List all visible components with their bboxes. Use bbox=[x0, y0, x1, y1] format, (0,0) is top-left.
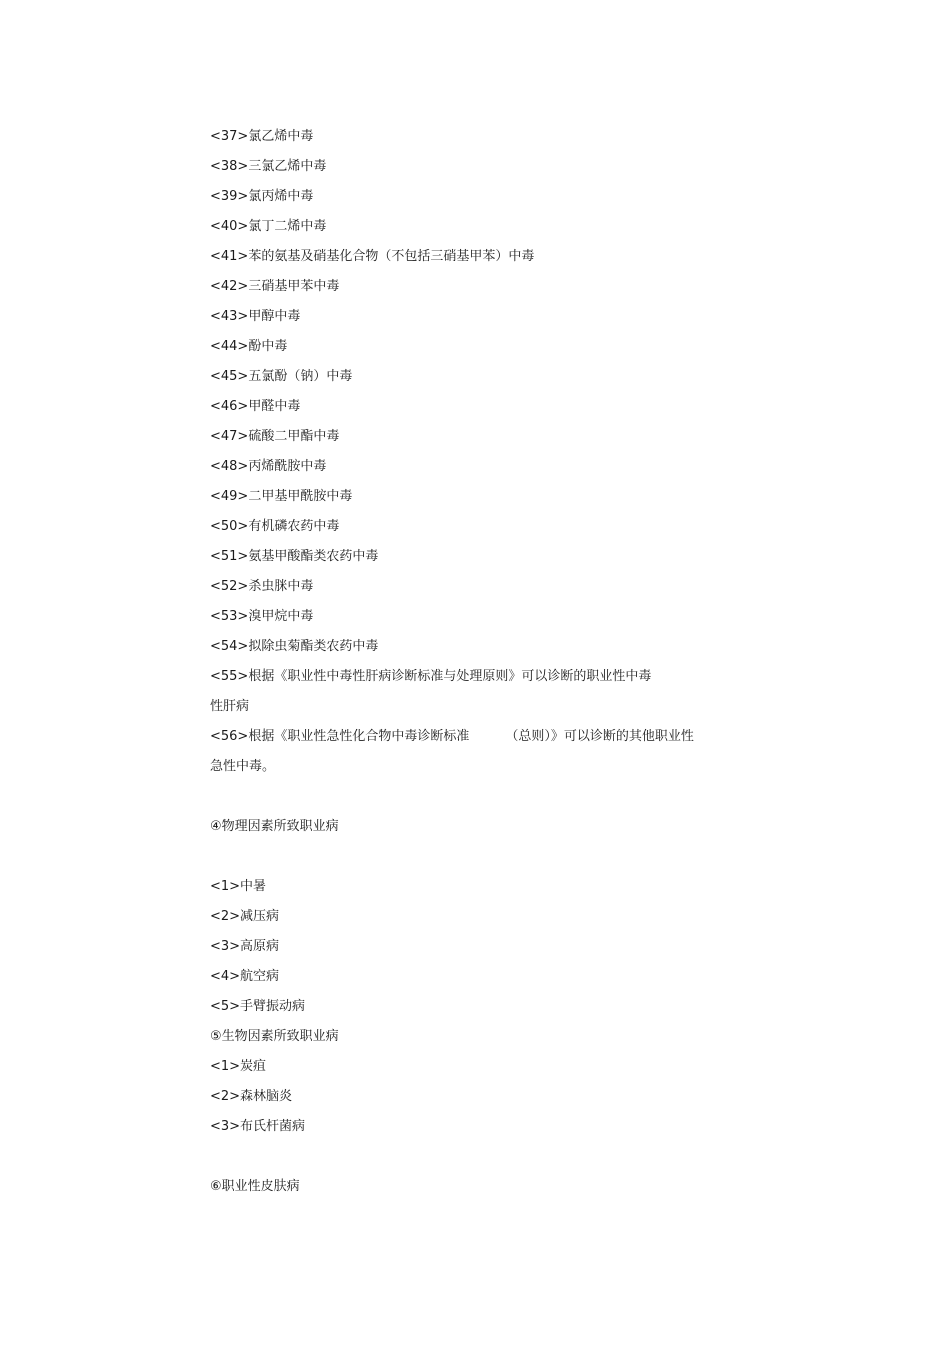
list-item: <2>森林脑炎 bbox=[210, 1089, 293, 1104]
list-item: <49>二甲基甲酰胺中毒 bbox=[210, 489, 353, 504]
list-item: <51>氨基甲酸酯类农药中毒 bbox=[210, 549, 379, 564]
list-item: <41>苯的氨基及硝基化合物（不包括三硝基甲苯）中毒 bbox=[210, 249, 535, 264]
list-item: <45>五氯酚（钠）中毒 bbox=[210, 369, 353, 384]
document-body bbox=[210, 122, 750, 1202]
list-item: <1>炭疽 bbox=[210, 1059, 267, 1074]
list-item: <37>氯乙烯中毒 bbox=[210, 129, 314, 144]
list-item: <5>手臂振动病 bbox=[210, 999, 306, 1014]
list-item: <40>氯丁二烯中毒 bbox=[210, 219, 327, 234]
physical-factors-list bbox=[210, 872, 750, 1022]
list-item: <4>航空病 bbox=[210, 969, 280, 984]
biological-factors-list bbox=[210, 1052, 750, 1142]
list-item: <3>布氏杆菌病 bbox=[210, 1119, 306, 1134]
list-item-56-line1 bbox=[210, 722, 750, 752]
list-item: <2>减压病 bbox=[210, 909, 280, 924]
list-item: <44>酚中毒 bbox=[210, 339, 288, 354]
section-heading-biological: ⑤生物因素所致职业病 bbox=[210, 1029, 339, 1044]
list-item-55-line2: 性肝病 bbox=[210, 699, 250, 714]
list-item-56-part-b: （总则）》可以诊断的其他职业性 bbox=[505, 729, 694, 744]
list-item: <50>有机磷农药中毒 bbox=[210, 519, 340, 534]
list-item: <52>杀虫脒中毒 bbox=[210, 579, 314, 594]
section-heading-skin: ⑥职业性皮肤病 bbox=[210, 1179, 300, 1194]
section-heading-physical: ④物理因素所致职业病 bbox=[210, 819, 339, 834]
list-item: <42>三硝基甲苯中毒 bbox=[210, 279, 340, 294]
list-item: <43>甲醇中毒 bbox=[210, 309, 301, 324]
list-item: <46>甲醛中毒 bbox=[210, 399, 301, 414]
list-item: <47>硫酸二甲酯中毒 bbox=[210, 429, 340, 444]
list-item: <54>拟除虫菊酯类农药中毒 bbox=[210, 639, 379, 654]
list-item-56-part-a: <56>根据《职业性急性化合物中毒诊断标准 bbox=[210, 729, 470, 744]
list-item: <48>丙烯酰胺中毒 bbox=[210, 459, 327, 474]
list-item: <1>中暑 bbox=[210, 879, 267, 894]
list-item-56-line2: 急性中毒。 bbox=[210, 759, 276, 774]
list-item: <3>高原病 bbox=[210, 939, 280, 954]
list-item: <38>三氯乙烯中毒 bbox=[210, 159, 327, 174]
list-item: <53>溴甲烷中毒 bbox=[210, 609, 314, 624]
list-item: <39>氯丙烯中毒 bbox=[210, 189, 314, 204]
chemical-poisoning-list bbox=[210, 122, 750, 782]
list-item-55-line1: <55>根据《职业性中毒性肝病诊断标准与处理原则》可以诊断的职业性中毒 bbox=[210, 669, 652, 684]
